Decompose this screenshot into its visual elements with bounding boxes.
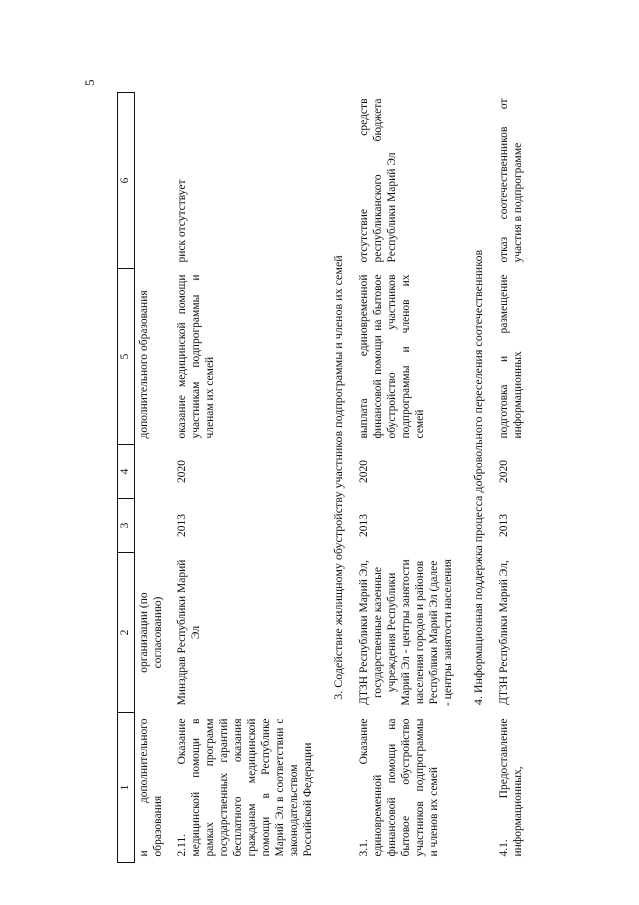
end-year: 2020 (498, 460, 510, 483)
executor: Минздрав Республики Марий Эл (176, 559, 202, 706)
column-number: 5 (118, 269, 135, 445)
column-number: 1 (118, 713, 135, 863)
table-row (171, 93, 321, 863)
risk (135, 93, 172, 269)
executor: ДТЗН Республики Марий Эл, государственные казенные учреждения Республики Марий Эл - центры занятости населения городов и районов Республики Марий Эл (далее - центры занятости населения (358, 559, 454, 706)
column-number: 3 (118, 499, 135, 553)
table-row (493, 93, 531, 863)
expected-result: оказание медицинской помощи участникам подпрограммы и членам их семей (176, 274, 216, 439)
end-year: 2020 (176, 460, 188, 483)
measure-name: 4.1. Предоставление информационных, (498, 718, 524, 857)
column-number-row (118, 93, 135, 863)
table-row (135, 93, 172, 863)
expected-result: выплата единовременной финансовой помощи на бытовое обустройство участников подпрограммы и членов их семей (358, 274, 426, 439)
measure-name: и дополнительного образования (138, 718, 164, 857)
page-number: 5 (82, 79, 97, 86)
start-year (135, 499, 172, 553)
risk: риск отсутствует (176, 179, 188, 263)
end-year: 2020 (358, 460, 370, 483)
table-row (353, 93, 461, 863)
measures-table (117, 92, 531, 863)
column-number: 4 (118, 445, 135, 499)
executor: организации (по согласованию) (138, 592, 164, 673)
measure-name: 3.1. Оказание единовременной финансовой помощи на бытовое обустройство участников подпрограммы и членов их семей (358, 718, 440, 857)
section-heading-row (461, 93, 493, 863)
start-year: 2013 (498, 514, 510, 537)
section-heading: 4. Информационная поддержка процесса добровольного переселения соотечественников (471, 249, 485, 706)
section-heading: 3. Содействие жилищному обустройству участников подпрограммы и членов их семей (331, 255, 345, 700)
risk: отказ соотечественников от участия в подпрограмме (498, 98, 524, 263)
start-year: 2013 (358, 514, 370, 537)
risk: отсутствие средств республиканского бюджета Республики Марий Эл (358, 98, 398, 263)
expected-result: дополнительного образования (138, 290, 150, 439)
start-year: 2013 (176, 514, 188, 537)
column-number: 6 (118, 93, 135, 269)
section-heading-row (321, 93, 353, 863)
rotated-table-page (117, 93, 617, 863)
measure-name: 2.11. Оказание медицинской помощи в рамках программ государственных гарантий бесплатного оказания гражданам медицинской помощи в Республике Марий Эл в соответствии с законодательством Российской Федерации (176, 718, 314, 857)
column-number: 2 (118, 553, 135, 713)
executor: ДТЗН Республики Марий Эл, (498, 560, 510, 705)
end-year (135, 445, 172, 499)
expected-result: подготовка и размещение информационных (498, 274, 524, 439)
